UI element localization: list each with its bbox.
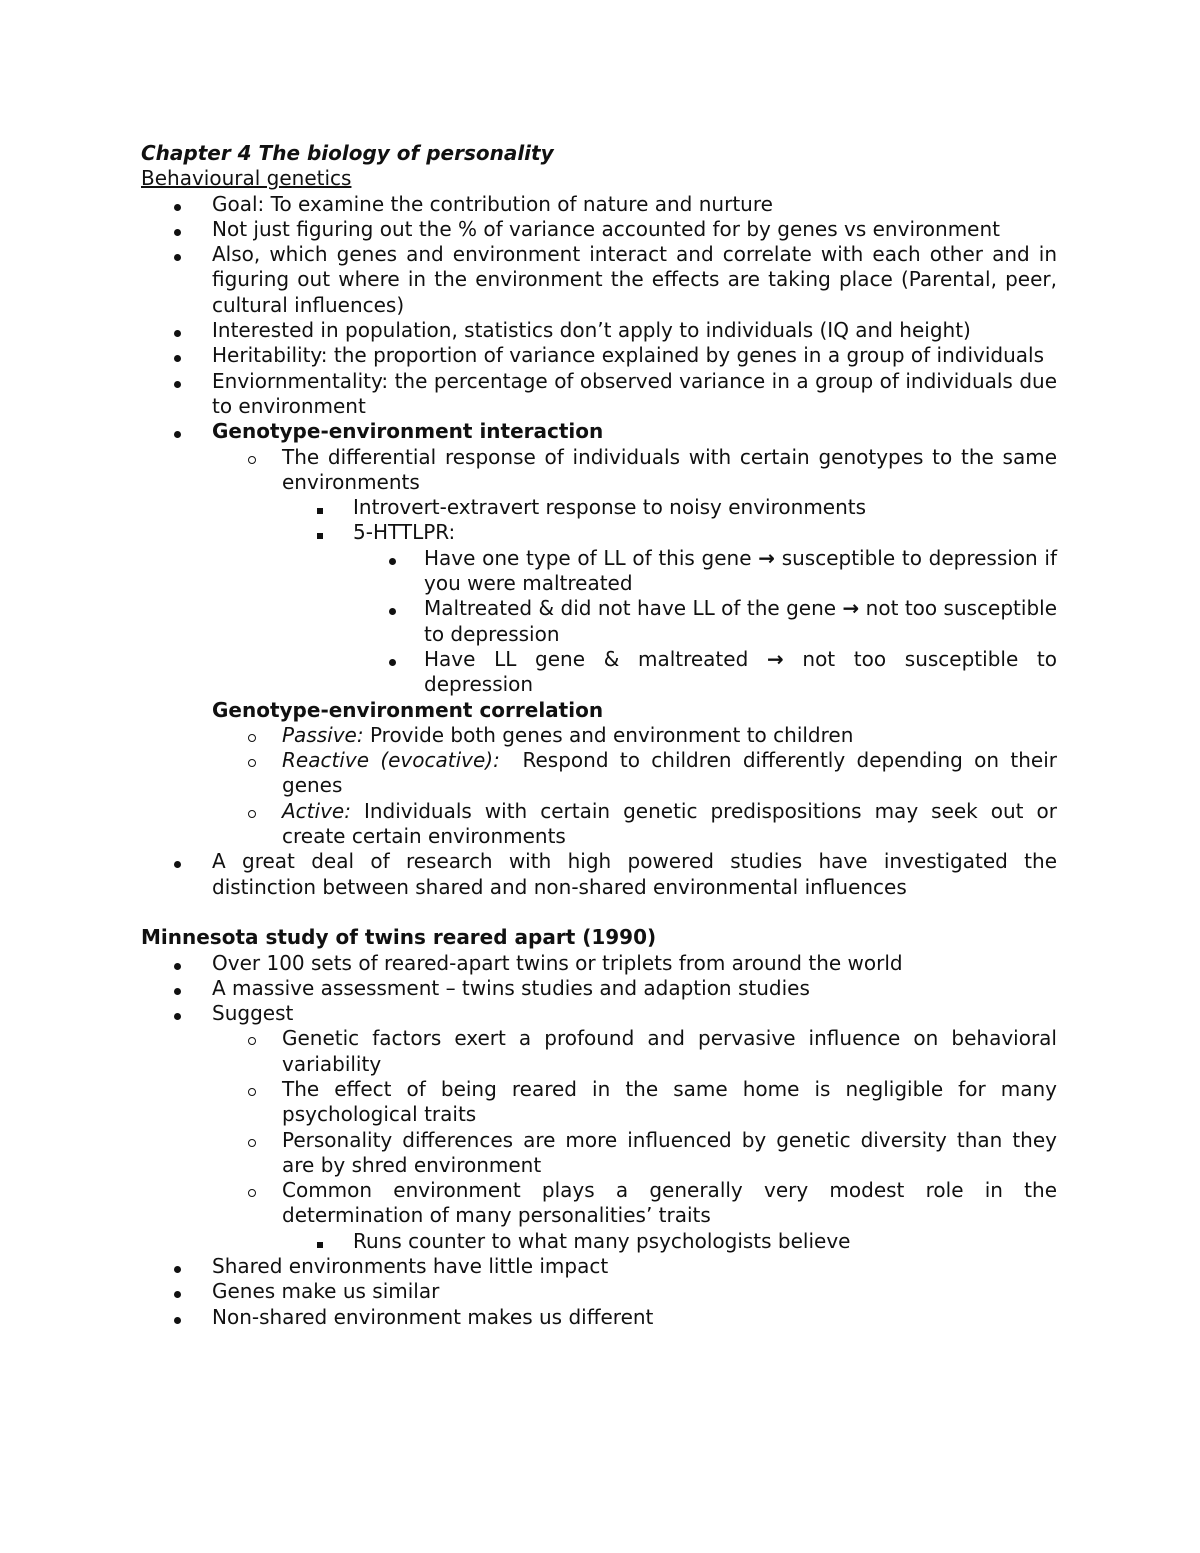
circle-bullet-icon [248,1178,256,1203]
arrow-right-icon: → [758,545,775,570]
bullet-icon [174,242,181,267]
list-item: Not just figuring out the % of variance accounted for by genes vs environment [141,217,1057,242]
bullet-icon [389,647,396,672]
list-item: 5-HTTLPR: [141,520,1057,545]
bullet-icon [174,318,181,343]
blank-line [141,900,1057,925]
list-item: Common environment plays a generally very modest role in the determination of many personalities’ traits [141,1178,1057,1229]
list-item: Suggest [141,1001,1057,1026]
bullet-icon [174,192,181,217]
list-item: Personality differences are more influenced by genetic diversity than they are by shred environment [141,1128,1057,1179]
circle-bullet-icon [248,723,256,748]
list-item: Runs counter to what many psychologists believe [141,1229,1057,1254]
list-item: Non-shared environment makes us different [141,1305,1057,1330]
bullet-icon [174,217,181,242]
list-item: A great deal of research with high powered studies have investigated the distinction between shared and non-shared environmental influences [141,849,1057,900]
list-item: Heritability: the proportion of variance explained by genes in a group of individuals [141,343,1057,368]
arrow-right-icon: → [766,646,784,671]
list-item: Active: Individuals with certain genetic predispositions may seek out or create certain environments [141,799,1057,850]
bullet-icon [174,419,181,444]
list-item: Reactive (evocative): Respond to children differently depending on their genes [141,748,1057,799]
circle-bullet-icon [248,1128,256,1153]
list-item: The differential response of individuals with certain genotypes to the same environments [141,445,1057,496]
list-item: Shared environments have little impact [141,1254,1057,1279]
list-item: Introvert-extravert response to noisy environments [141,495,1057,520]
list-item: Have LL gene & maltreated → not too susceptible to depression [141,647,1057,698]
bullet-icon [174,951,181,976]
list-item: Enviornmentality: the percentage of observed variance in a group of individuals due to environment [141,369,1057,420]
circle-bullet-icon [248,1026,256,1051]
section-heading-minnesota-study: Minnesota study of twins reared apart (1990) [141,925,657,950]
bullet-icon [174,1254,181,1279]
circle-bullet-icon [248,799,256,824]
bullet-icon [174,343,181,368]
bullet-icon [174,1279,181,1304]
document-content [141,141,1064,1330]
bullet-icon [389,546,396,571]
square-bullet-icon [317,1229,323,1254]
list-item: Genes make us similar [141,1279,1057,1304]
square-bullet-icon [317,495,323,520]
circle-bullet-icon [248,748,256,773]
bullet-icon [174,849,181,874]
heading-genotype-environment-correlation: Genotype-environment correlation [212,697,604,722]
list-item: A massive assessment – twins studies and adaption studies [141,976,1057,1001]
list-item: Interested in population, statistics don’t apply to individuals (IQ and height) [141,318,1057,343]
list-item: Also, which genes and environment interact and correlate with each other and in figuring out where in the environment the effects are taking place (Parental, peer, cultural influences) [141,242,1057,318]
list-item: Passive: Provide both genes and environment to children [141,723,1057,748]
list-item: Maltreated & did not have LL of the gene → not too susceptible to depression [141,596,1057,647]
bullet-icon [174,369,181,394]
list-item-genotype-environment-interaction: Genotype-environment interaction [141,419,1057,444]
bullet-icon [174,1001,181,1026]
list-item: Over 100 sets of reared-apart twins or triplets from around the world [141,951,1057,976]
list-item: The effect of being reared in the same home is negligible for many psychological traits [141,1077,1057,1128]
circle-bullet-icon [248,1077,256,1102]
circle-bullet-icon [248,445,256,470]
square-bullet-icon [317,520,323,545]
arrow-right-icon: → [842,596,860,621]
bullet-icon [389,596,396,621]
list-item: Goal: To examine the contribution of nature and nurture [141,192,1057,217]
bullet-icon [174,976,181,1001]
list-item: Have one type of LL of this gene → susceptible to depression if you were maltreated [141,546,1057,597]
list-item: Genetic factors exert a profound and pervasive influence on behavioral variability [141,1026,1057,1077]
section-heading-behavioural-genetics: Behavioural genetics [141,166,352,191]
chapter-title: Chapter 4 The biology of personality [141,141,554,165]
bullet-icon [174,1305,181,1330]
